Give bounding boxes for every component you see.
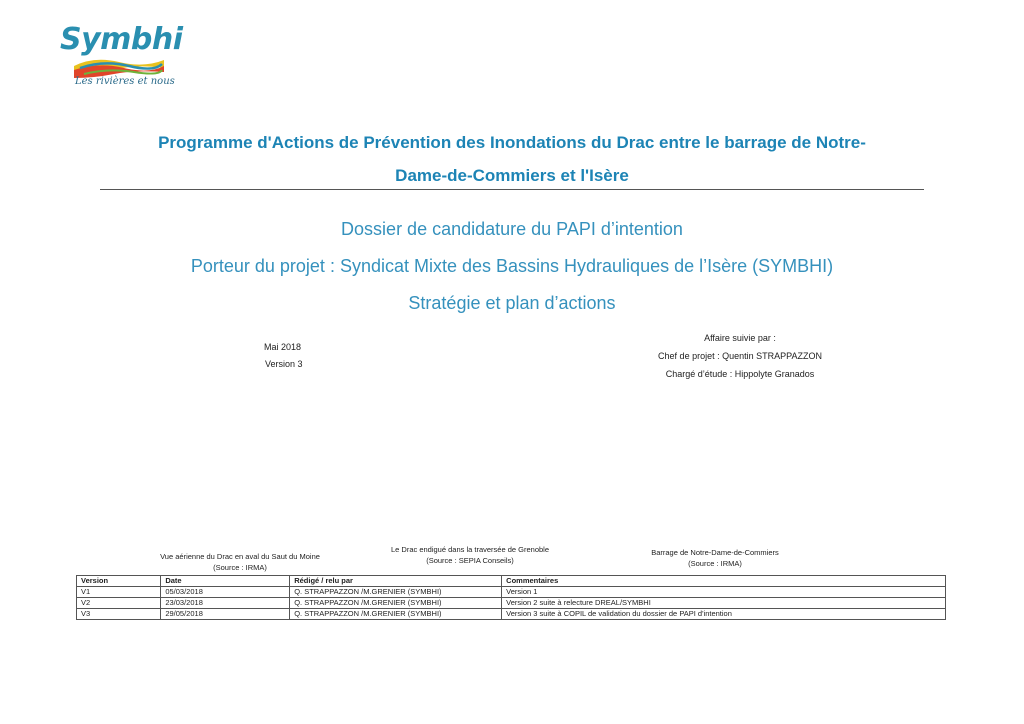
table-row	[77, 587, 946, 598]
symbhi-logo	[58, 22, 183, 92]
main-title-line-2: Dame-de-Commiers et l'Isère	[395, 166, 629, 185]
cell-date: 29/05/2018	[161, 609, 290, 620]
title-divider	[100, 189, 924, 190]
logo-river-graphic	[74, 56, 164, 78]
caption-text: Vue aérienne du Drac en aval du Saut du Moine	[160, 552, 320, 561]
main-title-line-1: Programme d'Actions de Prévention des Inondations du Drac entre le barrage de Notre-	[158, 133, 866, 152]
cell-comment: Version 2 suite à relecture DREAL/SYMBHI	[502, 598, 946, 609]
table-header-row	[77, 576, 946, 587]
main-title	[80, 126, 944, 192]
subtitle-dossier: Dossier de candidature du PAPI d’intention	[341, 219, 683, 239]
cell-date: 23/03/2018	[161, 598, 290, 609]
table-row	[77, 598, 946, 609]
logo-tagline: Les rivières et nous	[75, 76, 175, 87]
subtitle-porteur: Porteur du projet : Syndicat Mixte des Bassins Hydrauliques de l’Isère (SYMBHI)	[190, 256, 834, 276]
logo-wordmark: Symbhi	[60, 22, 183, 57]
photo-caption-grenoble	[360, 544, 580, 566]
cell-author: Q. STRAPPAZZON /M.GRENIER (SYMBHI)	[290, 598, 502, 609]
header-author: Rédigé / relu par	[290, 576, 502, 587]
cell-author: Q. STRAPPAZZON /M.GRENIER (SYMBHI)	[290, 587, 502, 598]
cell-version: V3	[77, 609, 161, 620]
caption-source: (Source : IRMA)	[213, 563, 267, 572]
cell-author: Q. STRAPPAZZON /M.GRENIER (SYMBHI)	[290, 609, 502, 620]
chef-de-projet: Chef de projet : Quentin STRAPPAZZON	[658, 351, 822, 361]
cell-date: 05/03/2018	[161, 587, 290, 598]
document-date: Mai 2018	[264, 342, 302, 352]
version-history-table	[76, 575, 946, 620]
affaire-label: Affaire suivie par :	[704, 333, 776, 343]
table-row	[77, 609, 946, 620]
photo-caption-aerial	[140, 551, 340, 573]
document-version: Version 3	[265, 359, 303, 369]
cell-version: V2	[77, 598, 161, 609]
caption-text: Le Drac endigué dans la traversée de Grenoble	[390, 545, 550, 554]
photo-caption-barrage	[610, 547, 820, 569]
caption-text: Barrage de Notre-Dame-de-Commiers	[651, 548, 779, 557]
cell-comment: Version 3 suite à COPIL de validation du dossier de PAPI d'intention	[502, 609, 946, 620]
caption-source: (Source : IRMA)	[688, 559, 742, 568]
caption-source: (Source : SEPIA Conseils)	[426, 556, 514, 565]
header-comments: Commentaires	[502, 576, 946, 587]
cell-comment: Version 1	[502, 587, 946, 598]
cell-version: V1	[77, 587, 161, 598]
subtitle-strategie: Stratégie et plan d’actions	[408, 293, 616, 313]
charge-d-etude: Chargé d’étude : Hippolyte Granados	[665, 369, 815, 379]
header-date: Date	[161, 576, 290, 587]
header-version: Version	[77, 576, 161, 587]
